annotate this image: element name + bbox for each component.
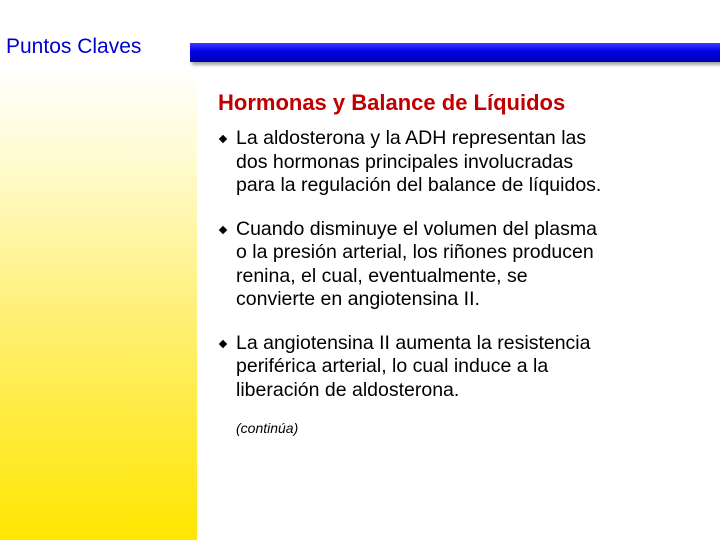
slide-heading: Hormonas y Balance de Líquidos	[218, 90, 566, 115]
side-gradient-panel	[0, 67, 197, 540]
diamond-bullet-icon	[219, 339, 227, 347]
bullet-line: renina, el cual, eventualmente, se	[236, 264, 528, 287]
section-header-title: Puntos Claves	[6, 35, 142, 58]
bullet-line: o la presión arterial, los riñones producen	[236, 241, 594, 263]
bullet-line: La aldosterona y la ADH representan las	[236, 127, 587, 149]
bullet-line: liberación de aldosterona.	[236, 378, 460, 401]
bullet-line: dos hormonas principales involucradas	[236, 150, 574, 173]
bullet-item	[218, 218, 698, 312]
diamond-bullet-icon	[219, 225, 227, 233]
bullet-line: Cuando disminuye el volumen del plasma	[236, 217, 597, 240]
bullet-line: La angiotensina II aumenta la resistencia	[236, 331, 591, 354]
bullet-line: periférica arterial, lo cual induce a la	[236, 355, 549, 377]
header-bar	[190, 43, 720, 62]
slide-content	[218, 90, 698, 436]
diamond-bullet-icon	[219, 135, 227, 143]
bullet-line: para la regulación del balance de líquidos.	[236, 174, 602, 196]
bullet-item	[218, 127, 698, 198]
continued-note: (continúa)	[236, 420, 299, 436]
bullet-item	[218, 332, 698, 403]
bullet-line: convierte en angiotensina II.	[236, 288, 480, 310]
